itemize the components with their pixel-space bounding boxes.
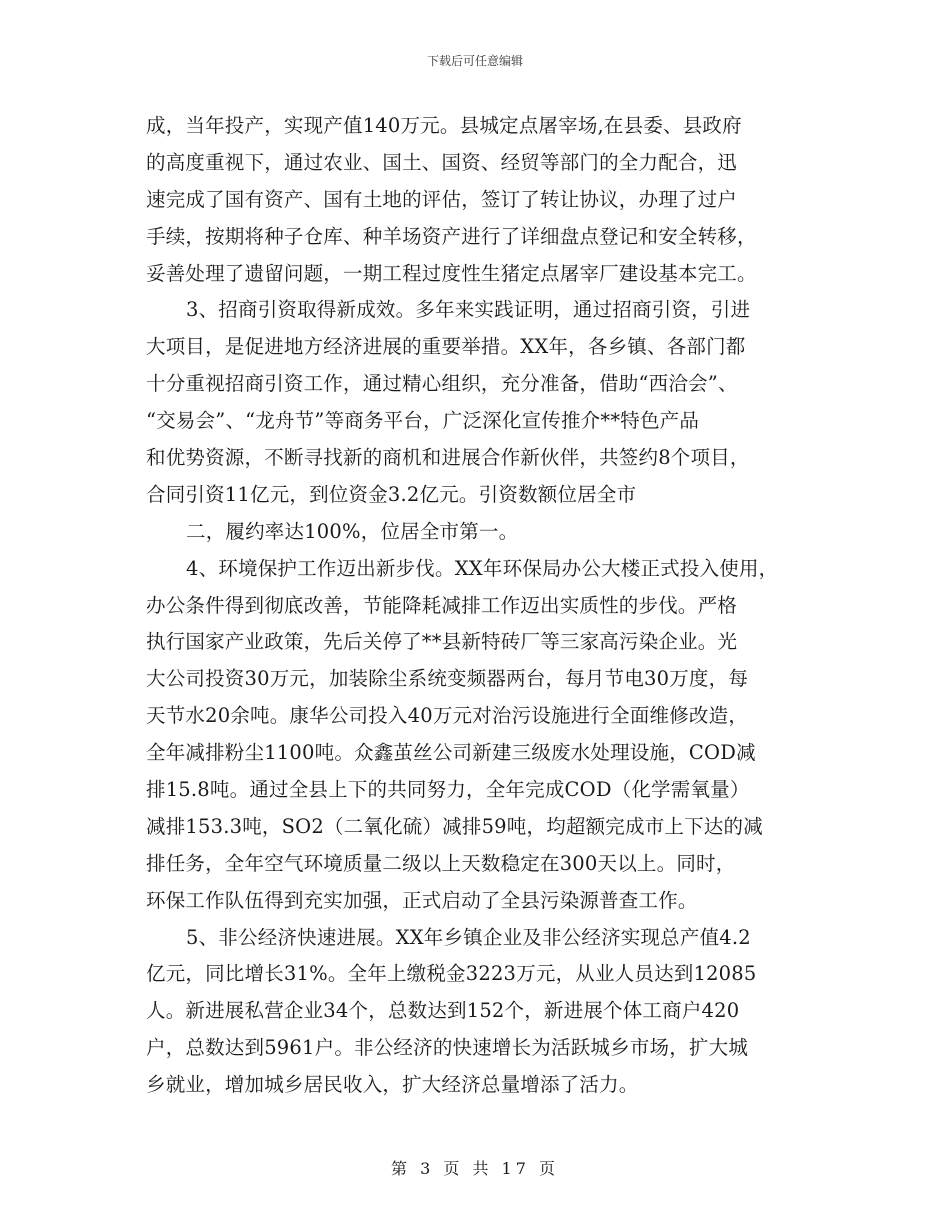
text-line: 排15.8吨。通过全县上下的共同努力，全年完成COD（化学需氧量）: [146, 778, 750, 802]
text-line: 妥善处理了遗留问题，一期工程过度性生猪定点屠宰厂建设基本完工。: [146, 261, 757, 285]
text-line: 排任务，全年空气环境质量二级以上天数稳定在300天以上。同时，: [146, 851, 736, 875]
document-body: [146, 108, 818, 1104]
text-line: 天节水20余吨。康华公司投入40万元对治污设施进行全面维修改造，: [146, 704, 749, 728]
text-line: 成，当年投产，实现产值140万元。县城定点屠宰场,在县委、县政府: [146, 114, 742, 137]
text-line: 大项目，是促进地方经济进展的重要举措。XX年，各乡镇、各部门都: [146, 335, 746, 359]
text-line: 办公条件得到彻底改善，节能降耗减排工作迈出实质性的步伐。严格: [146, 593, 738, 617]
text-line: 合同引资11亿元，到位资金3.2亿元。引资数额位居全市: [146, 482, 637, 506]
text-line: 亿元，同比增长31%。全年上缴税金3223万元，从业人员达到12085: [146, 962, 757, 986]
text-line: 5、非公经济快速进展。XX年乡镇企业及非公经济实现总产值4.2: [186, 925, 751, 949]
text-line: 3、招商引资取得新成效。多年来实践证明，通过招商引资，引进: [186, 298, 751, 322]
text-line: 和优势资源，不断寻找新的商机和进展合作新伙伴，共签约8个项目，: [146, 446, 750, 470]
text-line: 二，履约率达100%，位居全市第一。: [186, 519, 519, 543]
text-line: “交易会”、“龙舟节”等商务平台，广泛深化宣传推介**特色产品: [146, 409, 700, 433]
text-line: 十分重视招商引资工作，通过精心组织，充分准备，借助“西洽会”、: [146, 372, 738, 396]
text-line: 的高度重视下，通过农业、国土、国资、经贸等部门的全力配合，迅: [146, 150, 738, 174]
text-line: 手续，按期将种子仓库、种羊场资产进行了详细盘点登记和安全转移，: [146, 224, 757, 248]
text-line: 4、环境保护工作迈出新步伐。XX年环保局办公大楼正式投入使用，: [186, 556, 779, 580]
page-header: 下载后可任意编辑: [426, 54, 523, 68]
text-line: 环保工作队伍得到充实加强，正式启动了全县污染源普查工作。: [146, 888, 698, 912]
page-number-footer: 第 3 页 共 17 页: [391, 1159, 559, 1178]
text-line: 大公司投资30万元，加装除尘系统变频器两台，每月节电30万度，每: [146, 667, 749, 691]
text-line: 乡就业，增加城乡居民收入，扩大经济总量增添了活力。: [146, 1073, 639, 1097]
text-line: 减排153.3吨，SO2（二氧化硫）减排59吨，均超额完成市上下达的减: [146, 814, 763, 838]
text-line: 全年减排粉尘1100吨。众鑫茧丝公司新建三级废水处理设施，COD减: [146, 741, 756, 765]
text-line: 速完成了国有资产、国有土地的评估，签订了转让协议，办理了过户: [146, 187, 738, 211]
text-line: 户，总数达到5961户。非公经济的快速增长为活跃城乡市场，扩大城: [146, 1036, 749, 1060]
text-line: 人。新进展私营企业34个，总数达到152个，新进展个体工商户420: [146, 999, 740, 1023]
text-line: 执行国家产业政策，先后关停了**县新特砖厂等三家高污染企业。光: [146, 630, 738, 654]
